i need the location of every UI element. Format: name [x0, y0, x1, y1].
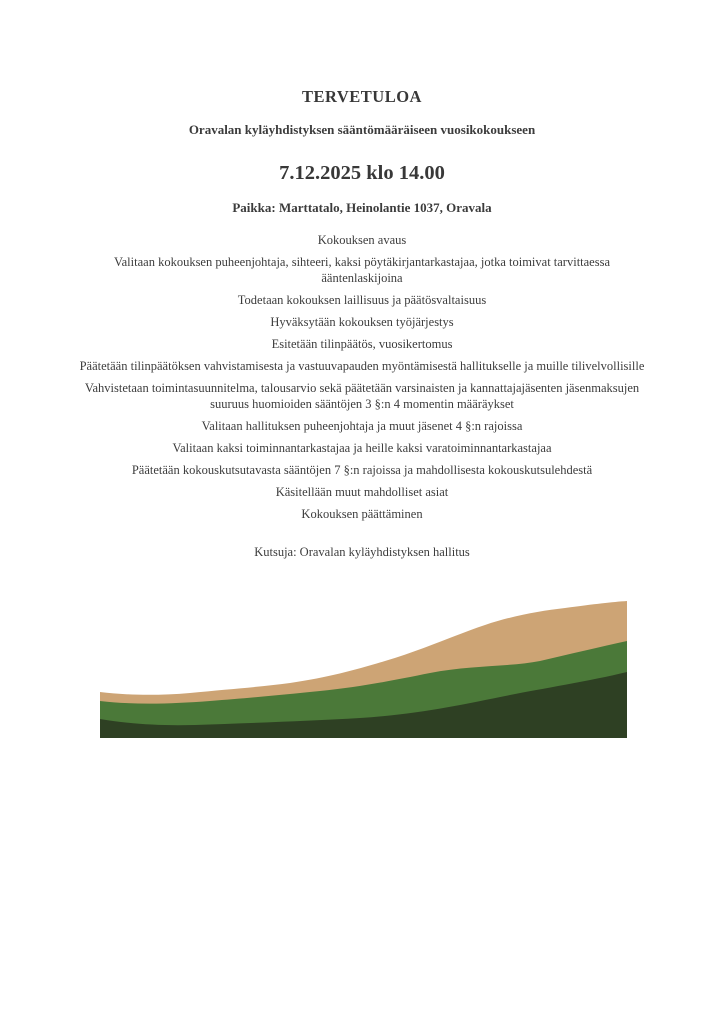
hills-svg: [100, 597, 627, 738]
agenda-item: Valitaan hallituksen puheenjohtaja ja muut jäsenet 4 §:n rajoissa: [201, 419, 523, 433]
agenda-item: Kokouksen avaus: [317, 233, 407, 247]
meeting-datetime: 7.12.2025 klo 14.00: [279, 162, 445, 184]
agenda-item: Vahvistetaan toimintasuunnitelma, talousarvio sekä päätetään varsinaisten ja kannattajajäsenten jäsenmaksujen suuruus huomioiden sääntöjen 3 §:n 4 momentin määräykset: [84, 381, 640, 411]
agenda-item: Päätetään kokouskutsutavasta sääntöjen 7 §:n rajoissa ja mahdollisesta kokouskutsulehdestä: [131, 463, 593, 477]
agenda-item: Esitetään tilinpäätös, vuosikertomus: [271, 337, 453, 351]
agenda-item: Käsitellään muut mahdolliset asiat: [275, 485, 449, 499]
page-title: TERVETULOA: [302, 87, 422, 106]
meeting-location: Paikka: Marttatalo, Heinolantie 1037, Oravala: [232, 200, 492, 215]
footer-signature: Kutsuja: Oravalan kyläyhdistyksen hallitus: [254, 545, 470, 559]
agenda-item: Valitaan kokouksen puheenjohtaja, sihteeri, kaksi pöytäkirjantarkastajaa, jotka toimivat tarvittaessa ääntenlaskijoina: [113, 255, 611, 285]
agenda-item: Hyväksytään kokouksen työjärjestys: [270, 315, 454, 329]
hills-graphic: [100, 597, 627, 738]
agenda-list: [72, 232, 652, 522]
agenda-item: Kokouksen päättäminen: [301, 507, 423, 521]
agenda-item: Valitaan kaksi toiminnantarkastajaa ja heille kaksi varatoiminnantarkastajaa: [172, 441, 552, 455]
subtitle: Oravalan kyläyhdistyksen sääntömääräiseen vuosikokoukseen: [188, 122, 536, 137]
agenda-item: Todetaan kokouksen laillisuus ja päätösvaltaisuus: [237, 293, 487, 307]
document-content: [72, 0, 652, 560]
agenda-item: Päätetään tilinpäätöksen vahvistamisesta ja vastuuvapauden myöntämisestä hallitukselle ja muille tilivelvollisille: [79, 359, 645, 373]
